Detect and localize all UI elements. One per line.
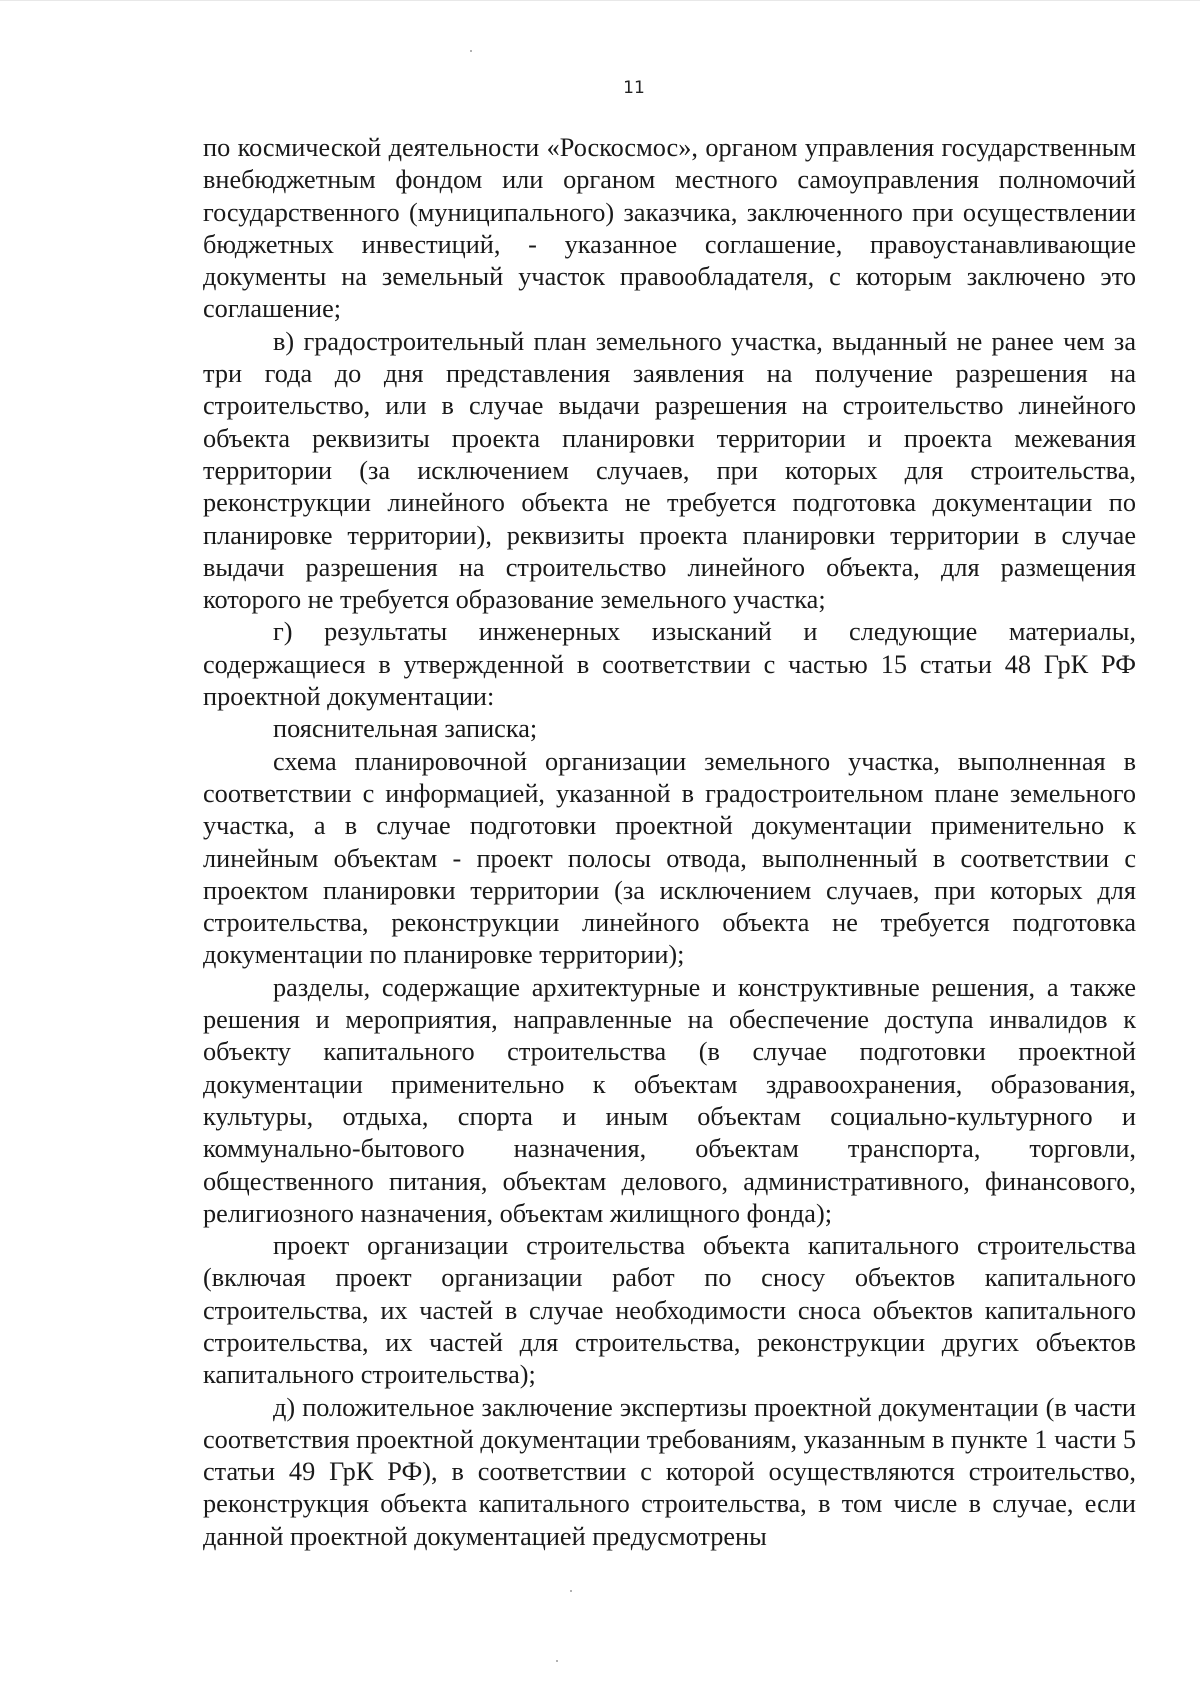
paragraph-construction-organization: проект организации строительства объекта капитального строительства (включая проект организации работ по сносу объектов капитального строительства, их частей в случае необходимости сноса объектов капитального строительства, их частей для строительства, реконструкции других объектов капитального строительства);: [203, 1231, 1136, 1390]
paragraph-item-d: д) положительное заключение экспертизы проектной документации (в части соответствия проектной документации требованиям, указанным в пункте 1 части 5 статьи 49 ГрК РФ), в соответствии с которой осуществляются строительство, реконструкция объекта капитального строительства, в том числе в случае, если данной проектной документацией предусмотрены: [203, 1392, 1136, 1551]
paragraph-item-g: г) результаты инженерных изысканий и следующие материалы, содержащиеся в утвержденной в соответствии с частью 15 статьи 48 ГрК РФ проектной документации:: [203, 617, 1136, 712]
scan-edge-line: [0, 0, 1200, 1]
paragraph-item-v: в) градостроительный план земельного участка, выданный не ранее чем за три года до дня представления заявления на получение разрешения на строительство, или в случае выдачи разрешения на строительство линейного объекта реквизиты проекта планировки территории и проекта межевания территории (за исключением случаев, при которых для строительства, реконструкции линейного объекта не требуется подготовка документации по планировке территории), реквизиты проекта планировки территории в случае выдачи разрешения на строительство линейного объекта, для размещения которого не требуется образование земельного участка;: [203, 326, 1136, 615]
paragraph-continuation: по космической деятельности «Роскосмос», органом управления государственным внебюджетным фондом или органом местного самоуправления полномочий государственного (муниципального) заказчика, заключенного при осуществлении бюджетных инвестиций, - указанное соглашение, правоустанавливающие документы на земельный участок правообладателя, с которым заключено это соглашение;: [203, 133, 1136, 324]
scan-speck: [556, 1660, 558, 1662]
paragraph-explanatory-note: пояснительная записка;: [273, 714, 538, 744]
paragraph-sections-architecture: разделы, содержащие архитектурные и конструктивные решения, а также решения и мероприятия, направленные на обеспечение доступа инвалидов к объекту капитального строительства (в случае подготовки проектной документации применительно к объектам здравоохранения, образования, культуры, отдыха, спорта и иным объектам социально-культурного и коммунально-бытового назначения, объектам транспорта, торговли, общественного питания, объектам делового, административного, финансового, религиозного назначения, объектам жилищного фонда);: [203, 972, 1136, 1228]
scan-speck: [470, 50, 472, 52]
document-body: [203, 132, 1136, 1553]
page-number: 11: [623, 78, 645, 98]
scan-speck: [570, 1590, 572, 1592]
paragraph-site-plan-scheme: схема планировочной организации земельного участка, выполненная в соответствии с информацией, указанной в градостроительном плане земельного участка, а в случае подготовки проектной документации применительно к линейным объектам - проект полосы отвода, выполненный в соответствии с проектом планировки территории (за исключением случаев, при которых для строительства, реконструкции линейного объекта не требуется подготовка документации по планировке территории);: [203, 746, 1136, 970]
